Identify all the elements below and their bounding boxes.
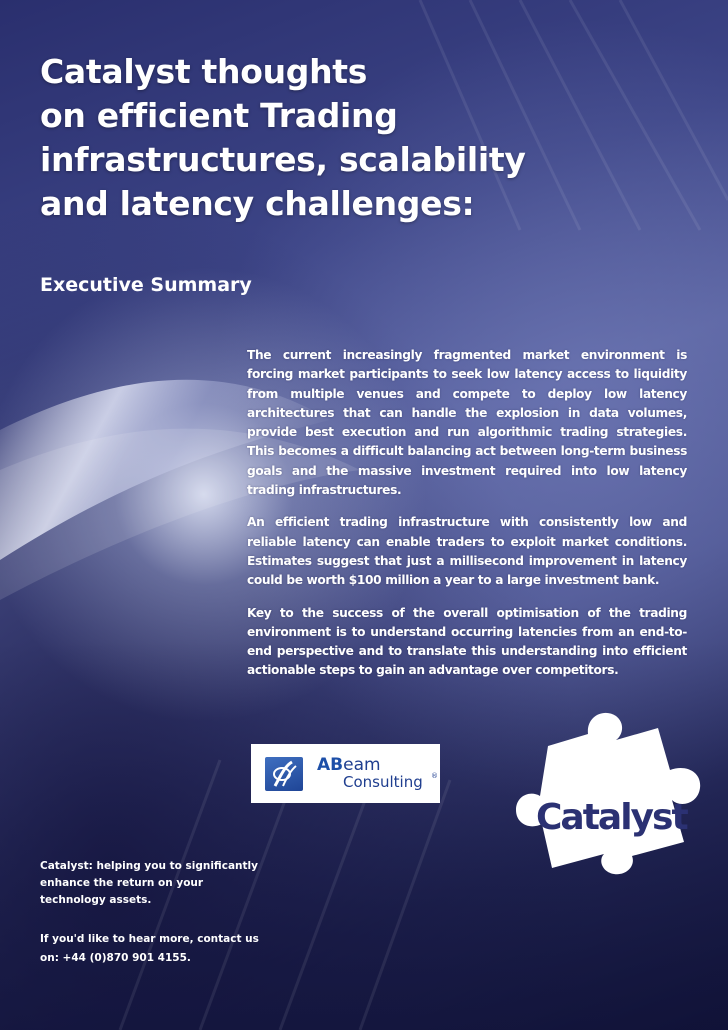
headline-line-3: infrastructures, scalability <box>40 140 526 179</box>
abeam-wordmark <box>317 756 381 774</box>
catalyst-puzzle-piece-icon <box>508 706 708 876</box>
registered-mark: ® <box>431 772 438 780</box>
contact-info: If you'd like to hear more, contact us on: +44 (0)870 901 4155. <box>40 933 259 964</box>
helping-tagline: Catalyst: helping you to significantly enhance the return on your technology assets. <box>40 860 258 906</box>
paragraph-3: Key to the success of the overall optimisation of the trading environment is to understand occurring latencies from an end-to-end perspective and to translate this understanding into efficient actionable steps to gain an advantage over competitors. <box>247 605 687 678</box>
abeam-emblem-icon <box>265 757 303 791</box>
catalyst-logo-text: Catalyst <box>536 797 687 838</box>
summary-body <box>247 346 687 694</box>
abeam-ab-text: AB <box>317 755 344 775</box>
paragraph-1: The current increasingly fragmented market environment is forcing market participants to seek low latency access to liquidity from multiple venues and compete to deploy low latency architectures that can handle the explosion in data volumes, provide best execution and run algorithmic trading strategies. This becomes a difficult balancing act between long-term business goals and the massive investment required into low latency trading infrastructures. <box>247 348 687 498</box>
paragraph-2: An efficient trading infrastructure with consistently low and reliable latency can enable traders to exploit market conditions. Estimates suggest that just a millisecond improvement in latency could be worth $100 million a year to a large investment bank. <box>247 515 687 588</box>
abeam-consulting-logo <box>251 744 440 803</box>
headline <box>40 50 600 226</box>
subtitle-executive-summary: Executive Summary <box>40 274 252 296</box>
headline-line-2: on efficient Trading <box>40 96 398 135</box>
headline-line-4: and latency challenges: <box>40 184 475 223</box>
abeam-consulting-text: Consulting <box>343 773 423 791</box>
abeam-eam-text: eam <box>343 755 381 775</box>
headline-line-1: Catalyst thoughts <box>40 52 368 91</box>
